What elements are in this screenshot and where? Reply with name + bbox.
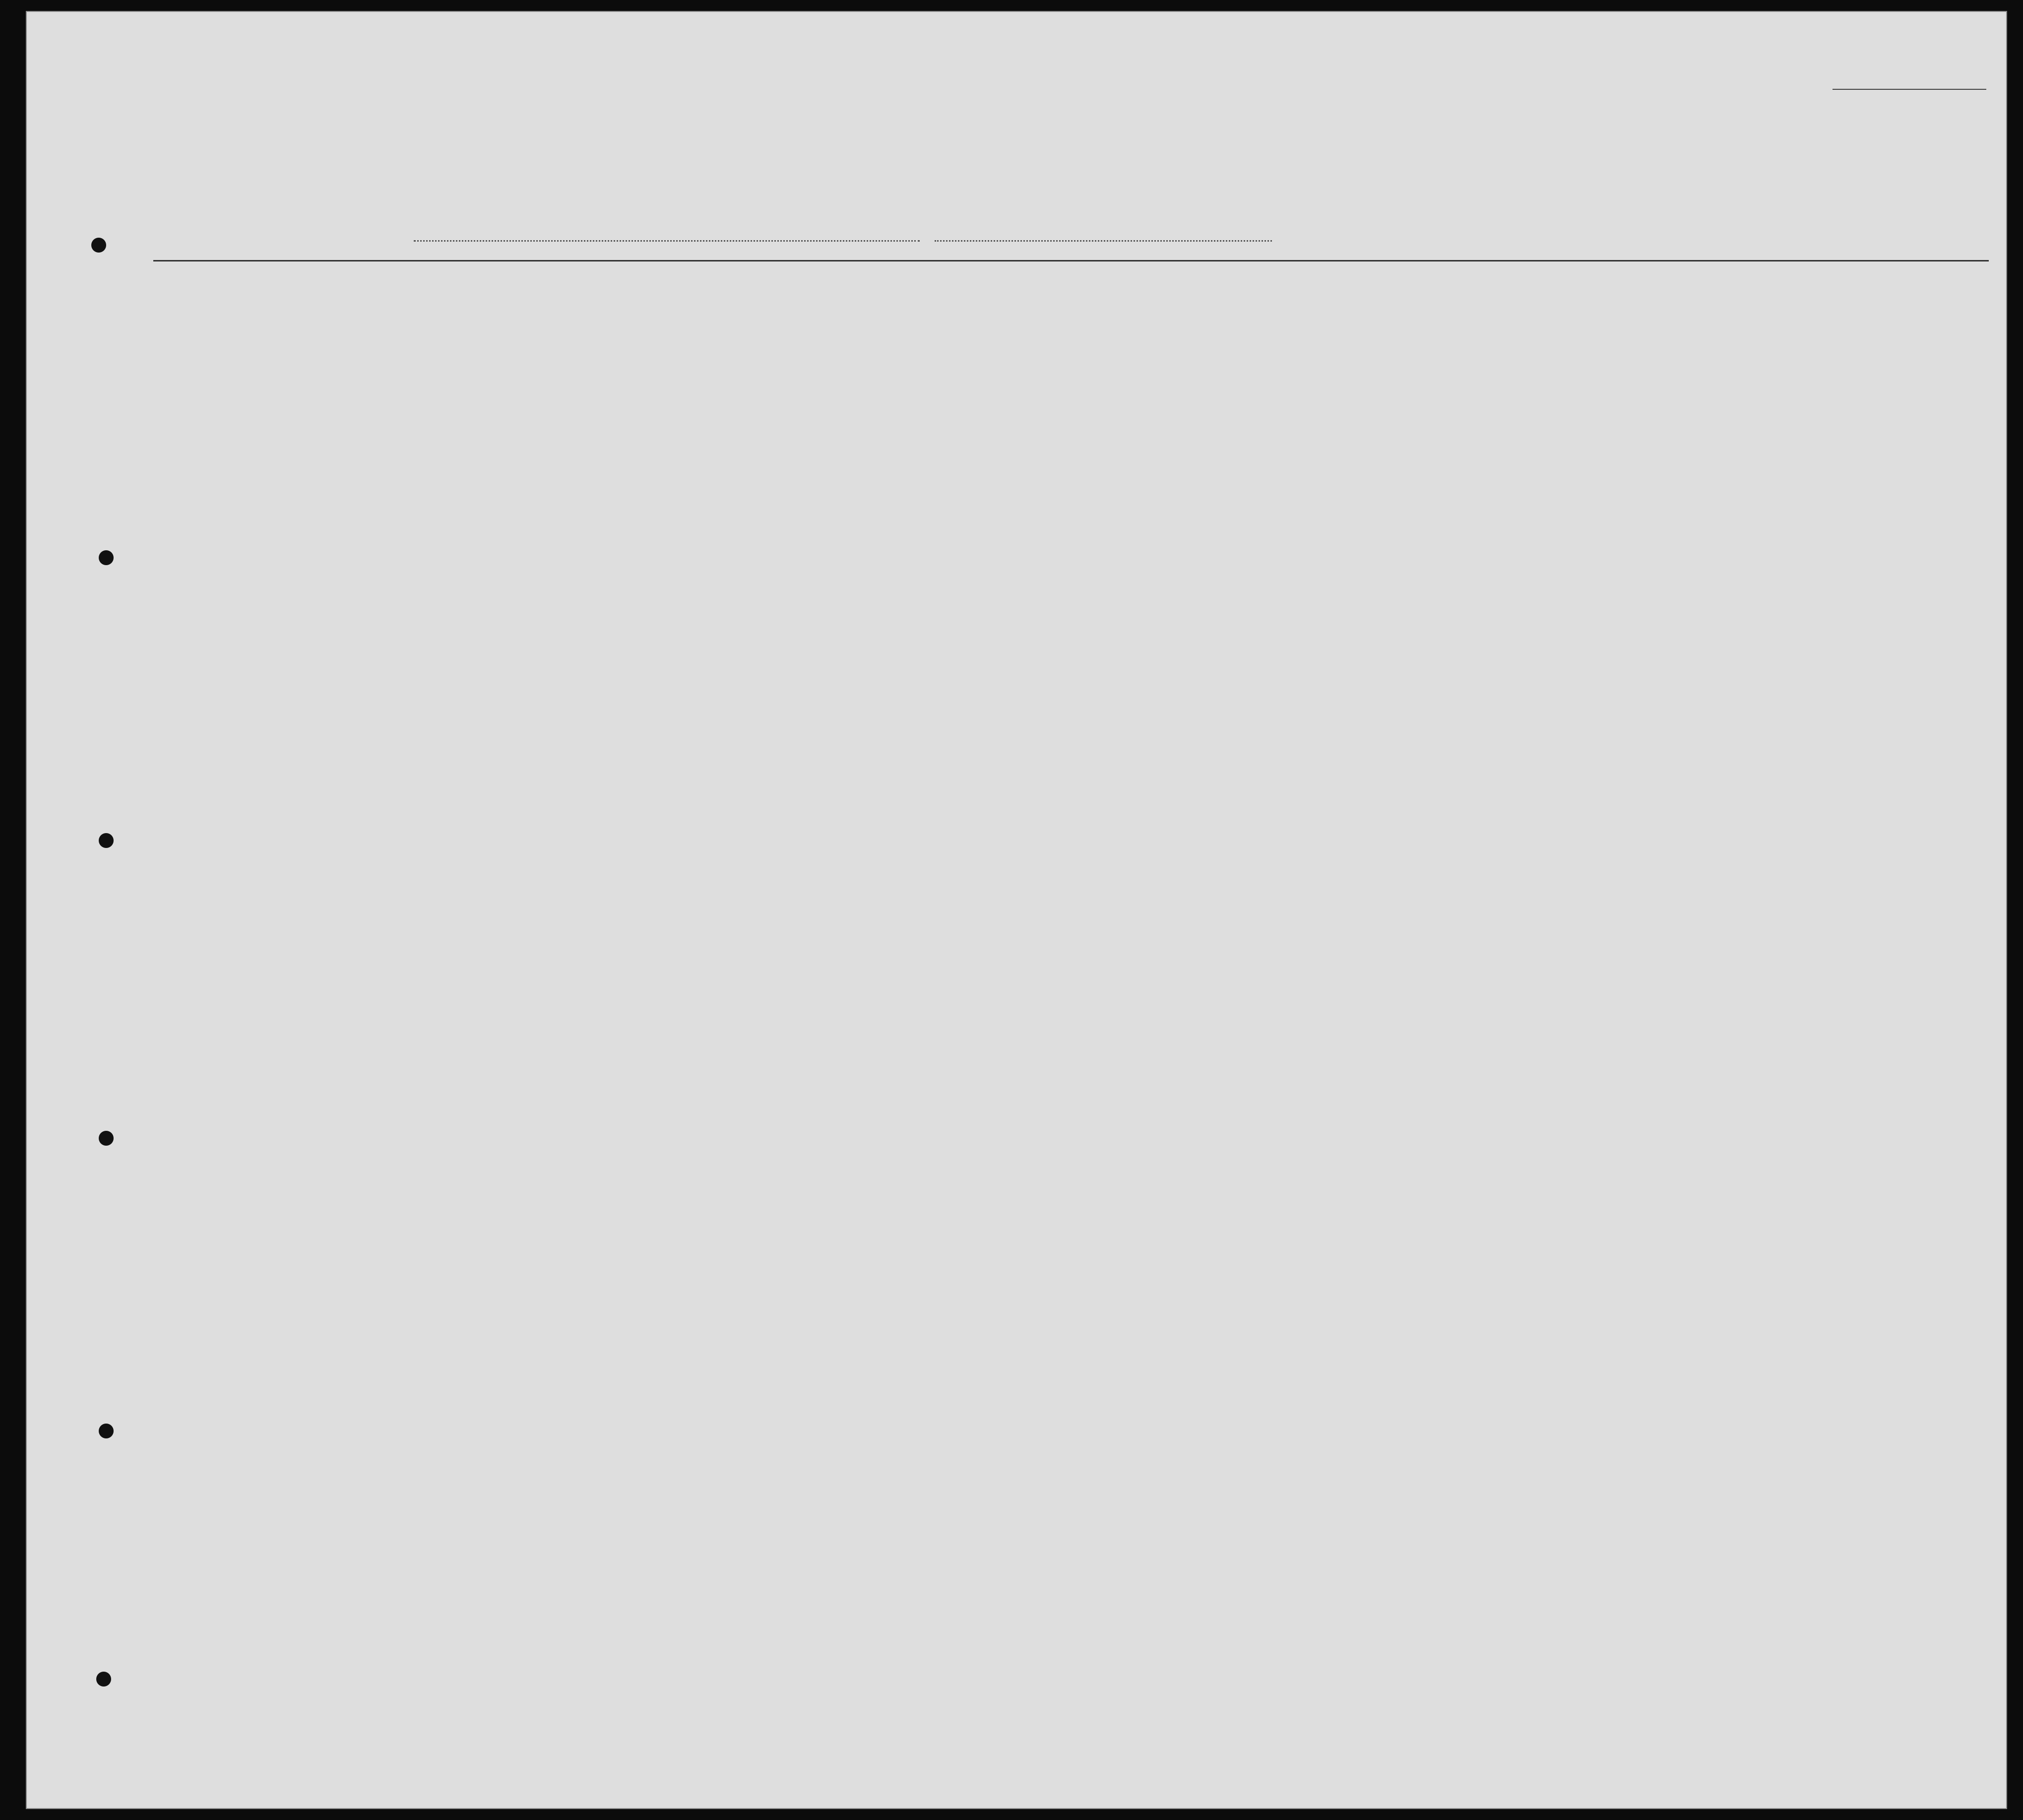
manifest-table [153, 260, 1989, 1700]
punch-hole [99, 1131, 114, 1146]
punch-hole [99, 833, 114, 848]
punch-hole [91, 238, 106, 253]
manifest-sheet [26, 11, 2007, 1809]
port-dotted-line [414, 240, 920, 242]
punch-hole [96, 1672, 111, 1687]
punch-hole [99, 550, 114, 565]
list-line [1833, 89, 1986, 90]
date-dotted-line [935, 240, 1272, 242]
punch-hole [99, 1424, 114, 1438]
